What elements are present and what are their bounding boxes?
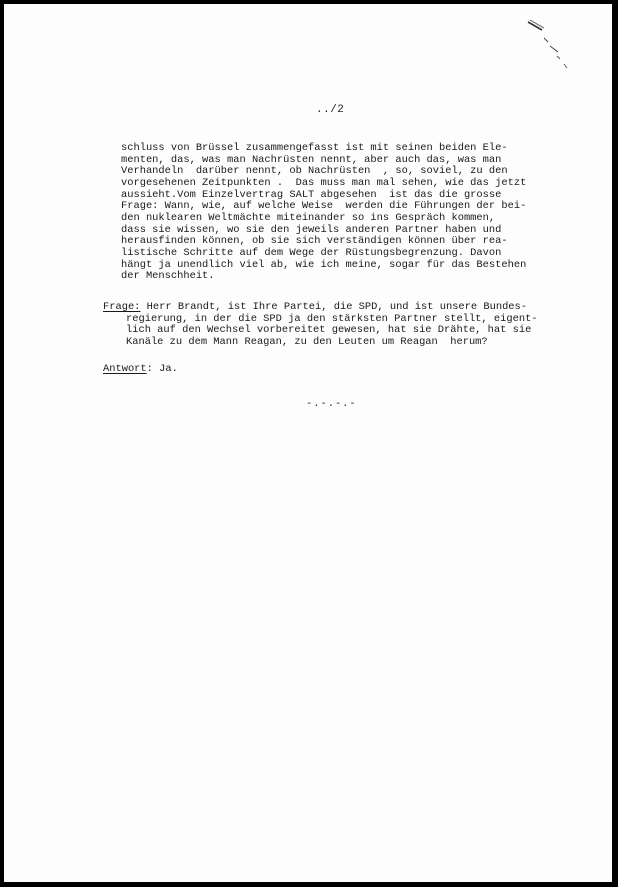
question-label: Frage:: [103, 301, 141, 313]
text-line: regierung, in der die SPD ja den stärksten Partner stellt, eigent-: [126, 312, 538, 325]
corner-scribble-mark: [524, 16, 579, 71]
text-line: schluss von Brüssel zusammengefasst ist mit seinen beiden Ele-: [121, 142, 508, 154]
text-line: Frage: Wann, wie, auf welche Weise werden die Führungen der bei-: [121, 200, 527, 213]
text-line: lich auf den Wechsel vorbereitet gewesen, hat sie Drähte, hat sie: [126, 324, 532, 337]
page-number: ../2: [316, 104, 345, 116]
question-first-line: [103, 302, 563, 314]
text-line: listische Schritte auf dem Wege der Rüstungsbegrenzung. Davon: [121, 246, 502, 259]
text-line: der Menschheit.: [121, 270, 215, 283]
paragraph-1: [121, 143, 561, 283]
text-line: herausfinden können, ob sie sich verständigen können über rea-: [121, 235, 508, 248]
answer-line: [103, 364, 543, 376]
question-first-text: Herr Brandt, ist Ihre Partei, die SPD, und ist unsere Bundes-: [140, 301, 528, 313]
text-line: vorgesehenen Zeitpunkten . Das muss man mal sehen, wie das jetzt: [121, 176, 527, 189]
question-paragraph: [103, 302, 563, 349]
text-line: Kanäle zu dem Mann Reagan, zu den Leuten um Reagan herum?: [126, 335, 488, 348]
end-mark: -.-.-.-: [306, 398, 357, 410]
text-line: aussieht.Vom Einzelvertrag SALT abgesehen ist das die grosse: [121, 188, 502, 201]
text-line: den nuklearen Weltmächte miteinander so ins Gespräch kommen,: [121, 211, 496, 224]
document-page: [4, 4, 612, 882]
text-line: hängt ja unendlich viel ab, wie ich meine, sogar für das Bestehen: [121, 258, 527, 271]
text-line: dass sie wissen, wo sie den jeweils anderen Partner haben und: [121, 223, 502, 236]
text-line: menten, das, was man Nachrüsten nennt, aber auch das, was man: [121, 153, 502, 166]
answer-text: : Ja.: [146, 363, 178, 375]
text-line: Verhandeln darüber nennt, ob Nachrüsten , so, soviel, zu den: [121, 165, 508, 178]
answer-paragraph: [103, 364, 543, 376]
answer-label: Antwort: [103, 363, 147, 375]
